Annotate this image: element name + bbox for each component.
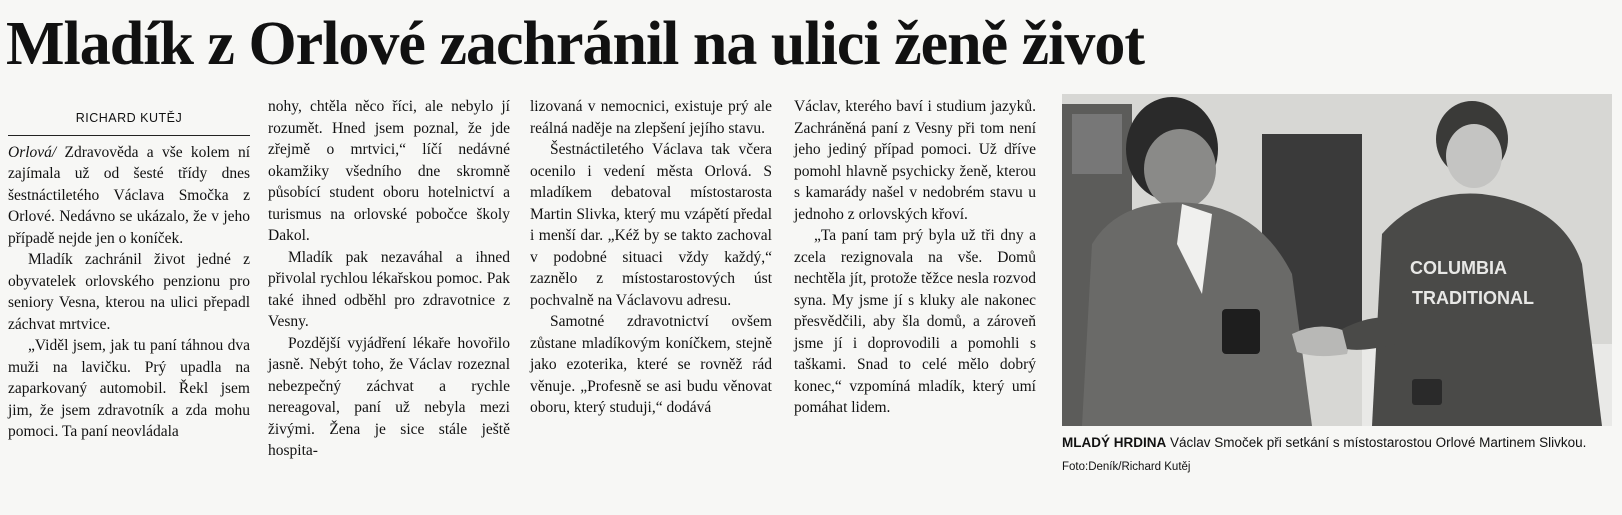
paragraph: Václav, kterého baví i studium jazyků. Zachráněná paní z Vesny při tom není jeho jediný případ pomoci. Už dříve pomohl hlavně psychicky ženě, kterou s kamarády našel v nedobrém stavu u jednoho z orlovských křoví.	[794, 98, 1036, 223]
paragraph: lizovaná v nemocnici, existuje prý ale reálná naděje na zlepšení jejího stavu.	[530, 98, 772, 137]
caption-text: Václav Smoček při setkání s místostarostou Orlové Martinem Slivkou.	[1166, 435, 1587, 450]
headline: Mladík z Orlové zachránil na ulici ženě život	[6, 10, 1144, 78]
paragraph: Pozdější vyjádření lékaře hovořilo jasně. Nebýt toho, že Václav rozeznal nebezpečný záchvat a rychle nereagoval, paní už nebyla mezi živými. Žena je sice stále ještě hospita-	[268, 334, 510, 459]
paragraph: Mladík pak nezaváhal a ihned přivolal rychlou lékařskou pomoc. Pak také ihned odběhl pro zdravotnice z Vesny.	[268, 248, 510, 330]
paragraph: Mladík zachránil život jedné z obyvatelek orlovského penzionu pro seniory Vesna, kterou na ulici přepadl záchvat mrtvice.	[8, 251, 250, 333]
hoodie-text-line1: COLUMBIA	[1410, 258, 1507, 278]
paragraph: Šestnáctiletého Václava tak včera ocenilo i vedení města Orlová. S mladíkem debatoval místostarosta Martin Slivka, který mu vzápětí předal i menší dar. „Kéž by se takto zachoval v podobné situaci vždy každý,“ zaznělo z místostarostových úst pochvalně na Václavovu adresu.	[530, 141, 772, 309]
news-photo	[1062, 94, 1612, 426]
paragraph: nohy, chtěla něco říci, ale nebylo jí rozumět. Hned jsem poznal, že jde zřejmě o mrtvici,“ líčí nedávné okamžiky všedního dne skromně působící student oboru hotelnictví a turismus na orlovské pobočce školy Dakol.	[268, 98, 510, 244]
byline: RICHARD KUTĚJ	[8, 102, 250, 136]
photo-caption	[1062, 432, 1612, 478]
caption-lead: MLADÝ HRDINA	[1062, 435, 1167, 450]
article-column-3	[530, 96, 772, 419]
hoodie-text-line2: TRADITIONAL	[1412, 288, 1534, 308]
article-column-4	[794, 96, 1036, 419]
paragraph: Orlová/ Zdravověda a vše kolem ní zajímala už od šesté třídy dnes šestnáctiletého Václava Smočka z Orlové. Nedávno se ukázalo, že v jeho případě nejde jen o koníček.	[8, 143, 250, 247]
article-column-2	[268, 96, 510, 462]
paragraph: „Ta paní tam prý byla už tři dny a zcela rezignovala na vše. Domů nechtěla jít, protože těžce nesla rozvod syna. My jsme jí s kluky ale nakonec přesvědčili, aby šla domů, a zároveň jsme jí i doprovodili a pomohli s taškami. Snad to celé mělo dobrý konec,“ vzpomíná mladík, který umí pomáhat lidem.	[794, 227, 1036, 416]
photo-illustration	[1062, 94, 1612, 426]
paragraph: „Viděl jsem, jak tu paní táhnou dva muži na lavičku. Prý upadla na zaparkovaný automobil. Řekl jsem jim, že jsem zdravotník a zda mohu pomoci. Ta paní neovládala	[8, 337, 250, 440]
photo-credit: Foto:Deník/Richard Kutěj	[1062, 461, 1191, 473]
article-column-1	[8, 102, 250, 443]
dateline-place: Orlová/	[8, 143, 57, 161]
paragraph: Samotné zdravotnictví ovšem zůstane mladíkovým koníčkem, stejně jako ezoterika, které se rovněž rád věnuje. „Profesně se asi budu věnovat oboru, který studuji,“ dodává	[530, 313, 772, 416]
